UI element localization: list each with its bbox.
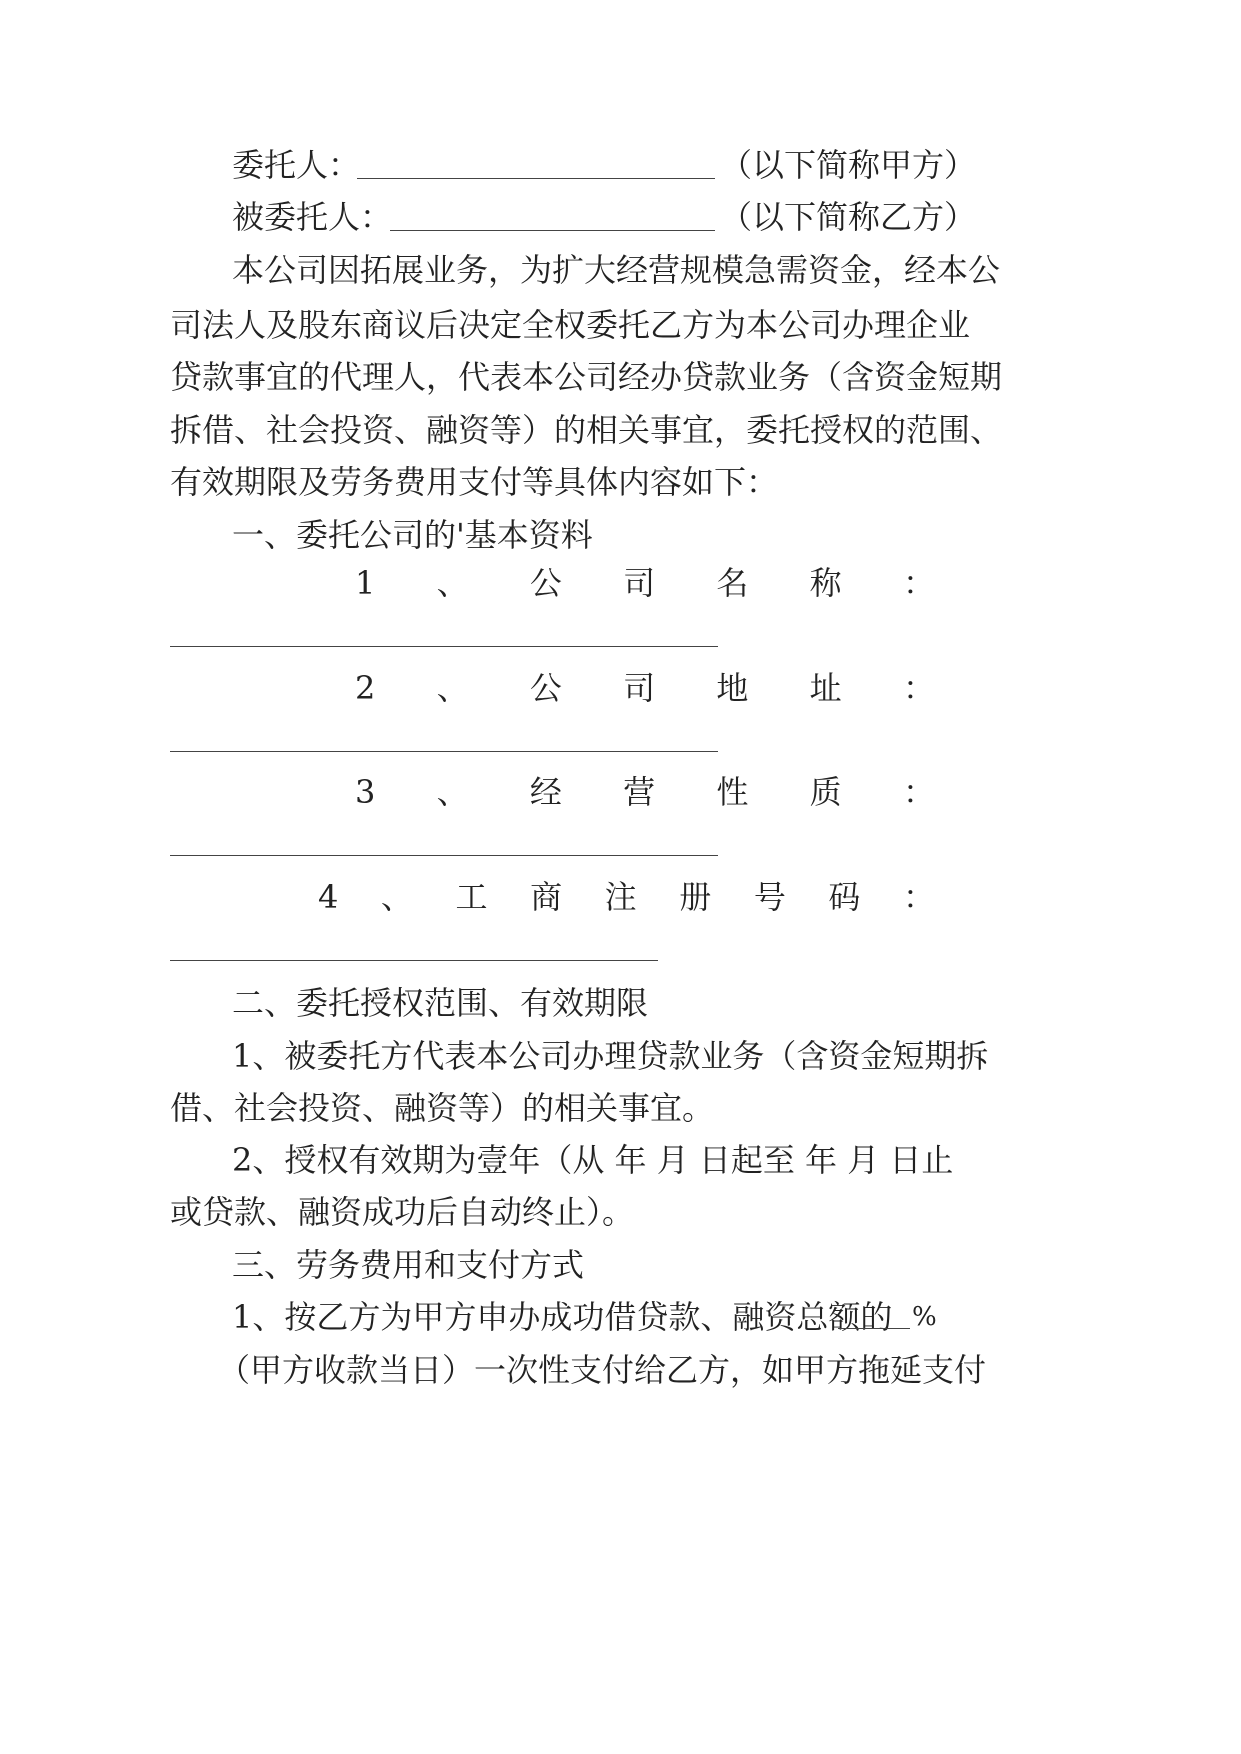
company-name-blank[interactable] [170, 646, 718, 647]
intro-line-2: 司法人及股东商议后决定全权委托乙方为本公司办理企业 [170, 306, 971, 344]
label-char: 司 [623, 669, 656, 707]
section2-item1-line1: 1、被委托方代表本公司办理贷款业务（含资金短期拆 [232, 1037, 989, 1075]
label-char: 性 [716, 773, 749, 811]
section3-title: 三、劳务费用和支付方式 [232, 1246, 585, 1284]
label-char: 营 [623, 773, 656, 811]
label-char: 商 [530, 878, 563, 916]
agent-label: 被委托人： [232, 198, 393, 236]
agent-note: （以下简称乙方） [720, 198, 977, 236]
business-nature-field-label [355, 772, 935, 812]
item-number: 2 [355, 669, 376, 707]
intro-line-1: 本公司因拓展业务，为扩大经营规模急需资金，经本公 [232, 251, 1001, 289]
label-char: 质 [809, 773, 842, 811]
section1-title: 一、委托公司的'基本资料 [232, 516, 593, 554]
label-char: 公 [529, 669, 562, 707]
item-separator: 、 [436, 564, 469, 602]
section3-item1-line2: （甲方收款当日）一次性支付给乙方，如甲方拖延支付 [218, 1351, 987, 1389]
item-number: 1 [355, 564, 376, 602]
registration-number-blank[interactable] [170, 960, 658, 961]
intro-line-4: 拆借、社会投资、融资等）的相关事宜，委托授权的范围、 [170, 411, 1003, 449]
label-colon: ： [902, 878, 935, 916]
section2-title: 二、委托授权范围、有效期限 [232, 984, 649, 1022]
intro-line-5: 有效期限及劳务费用支付等具体内容如下： [170, 463, 779, 501]
label-char: 称 [809, 564, 842, 602]
label-char: 号 [753, 878, 786, 916]
label-colon: ： [902, 669, 935, 707]
item-separator: 、 [436, 773, 469, 811]
item-number: 3 [355, 773, 376, 811]
item-number: 4 [318, 878, 339, 916]
business-nature-blank[interactable] [170, 855, 718, 856]
client-name-blank[interactable] [357, 178, 715, 179]
label-char: 码 [828, 878, 861, 916]
label-colon: ： [902, 773, 935, 811]
client-label: 委托人： [232, 146, 361, 184]
agent-name-blank[interactable] [390, 230, 715, 231]
label-char: 址 [809, 669, 842, 707]
label-char: 工 [455, 878, 488, 916]
fee-percent-blank[interactable] [838, 1328, 910, 1329]
section3-item1-line1: 1、按乙方为甲方申办成功借贷款、融资总额的 [232, 1298, 893, 1336]
section2-item2-line2: 或贷款、融资成功后自动终止）。 [170, 1193, 635, 1231]
company-address-blank[interactable] [170, 751, 718, 752]
label-char: 注 [604, 878, 637, 916]
percent-sign: % [912, 1302, 937, 1332]
intro-line-3: 贷款事宜的代理人，代表本公司经办贷款业务（含资金短期 [170, 358, 1003, 396]
label-colon: ： [902, 564, 935, 602]
company-name-field-label [355, 563, 935, 603]
registration-number-field-label [318, 877, 935, 917]
item-separator: 、 [436, 669, 469, 707]
label-char: 名 [716, 564, 749, 602]
label-char: 司 [623, 564, 656, 602]
section2-item1-line2: 借、社会投资、融资等）的相关事宜。 [170, 1089, 715, 1127]
company-address-field-label [355, 668, 935, 708]
client-note: （以下简称甲方） [720, 146, 977, 184]
label-char: 册 [679, 878, 712, 916]
label-char: 经 [529, 773, 562, 811]
label-char: 地 [716, 669, 749, 707]
section2-item2-line1: 2、授权有效期为壹年（从 年 月 日起至 年 月 日止 [232, 1141, 954, 1179]
item-separator: 、 [380, 878, 413, 916]
label-char: 公 [529, 564, 562, 602]
